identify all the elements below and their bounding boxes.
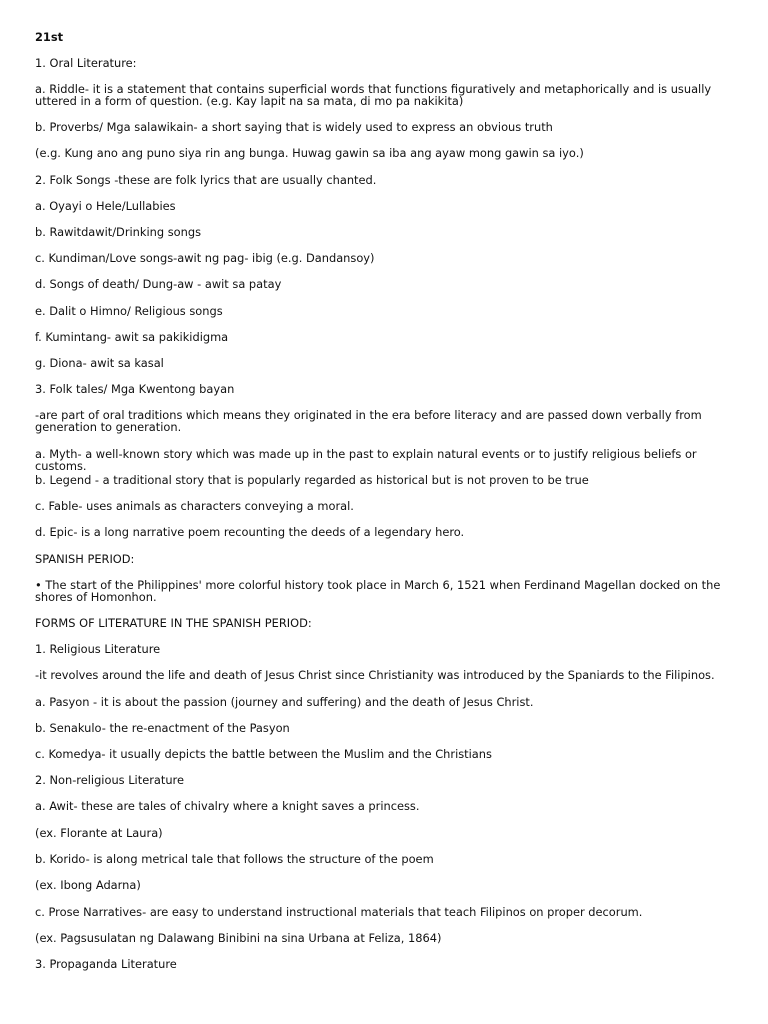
paragraph-non-religious: 2. Non-religious Literature <box>35 773 184 787</box>
paragraph-christianity: -it revolves around the life and death of Jesus Christ since Christianity was introduced by the Spaniards to the Filipinos. <box>35 668 715 682</box>
paragraph-proverbs: b. Proverbs/ Mga salawikain- a short saying that is widely used to express an obvious truth <box>35 120 553 134</box>
paragraph-oyayi: a. Oyayi o Hele/Lullabies <box>35 199 176 213</box>
paragraph-legend: b. Legend - a traditional story that is popularly regarded as historical but is not proven to be true <box>35 473 589 487</box>
paragraph-riddle: a. Riddle- it is a statement that contains superficial words that functions figuratively and metaphorically and is usually uttered in a form of question. (e.g. Kay lapit na sa mata, di mo pa nakikita) <box>35 82 712 108</box>
document-heading: 21st <box>35 30 64 44</box>
paragraph-religious-literature: 1. Religious Literature <box>35 642 161 656</box>
paragraph-fable: c. Fable- uses animals as characters conveying a moral. <box>35 499 354 513</box>
paragraph-folk-songs: 2. Folk Songs -these are folk lyrics that are usually chanted. <box>35 173 377 187</box>
paragraph-prose-narratives: c. Prose Narratives- are easy to understand instructional materials that teach Filipinos on proper decorum. <box>35 905 643 919</box>
paragraph-senakulo: b. Senakulo- the re-enactment of the Pasyon <box>35 721 290 735</box>
paragraph-korido-example: (ex. Ibong Adarna) <box>35 878 141 892</box>
paragraph-dung-aw: d. Songs of death/ Dung-aw - awit sa patay <box>35 277 282 291</box>
paragraph-prose-example: (ex. Pagsusulatan ng Dalawang Binibini na sina Urbana at Feliza, 1864) <box>35 931 442 945</box>
paragraph-kumintang: f. Kumintang- awit sa pakikidigma <box>35 330 229 344</box>
paragraph-komedya: c. Komedya- it usually depicts the battle between the Muslim and the Christians <box>35 747 492 761</box>
paragraph-dalit: e. Dalit o Himno/ Religious songs <box>35 304 223 318</box>
paragraph-propaganda-literature: 3. Propaganda Literature <box>35 957 177 971</box>
paragraph-kundiman: c. Kundiman/Love songs-awit ng pag- ibig (e.g. Dandansoy) <box>35 251 375 265</box>
paragraph-myth: a. Myth- a well-known story which was made up in the past to explain natural events or to justify religious beliefs or customs. <box>35 447 697 473</box>
paragraph-epic: d. Epic- is a long narrative poem recounting the deeds of a legendary hero. <box>35 525 465 539</box>
paragraph-diona: g. Diona- awit sa kasal <box>35 356 164 370</box>
paragraph-korido: b. Korido- is along metrical tale that follows the structure of the poem <box>35 852 434 866</box>
paragraph-folk-tales: 3. Folk tales/ Mga Kwentong bayan <box>35 382 235 396</box>
paragraph-awit-example: (ex. Florante at Laura) <box>35 826 163 840</box>
paragraph-oral-traditions: -are part of oral traditions which means they originated in the era before literacy and are passed down verbally from generation to generation. <box>35 408 702 434</box>
paragraph-spanish-period: SPANISH PERIOD: <box>35 552 135 566</box>
paragraph-forms-spanish-period: FORMS OF LITERATURE IN THE SPANISH PERIOD: <box>35 616 312 630</box>
paragraph-oral-literature: 1. Oral Literature: <box>35 56 137 70</box>
paragraph-rawitdawit: b. Rawitdawit/Drinking songs <box>35 225 202 239</box>
paragraph-pasyon: a. Pasyon - it is about the passion (journey and suffering) and the death of Jesus Christ. <box>35 695 534 709</box>
paragraph-awit: a. Awit- these are tales of chivalry where a knight saves a princess. <box>35 799 420 813</box>
paragraph-magellan: • The start of the Philippines' more colorful history took place in March 6, 1521 when Ferdinand Magellan docked on the shores of Homonhon. <box>35 578 721 604</box>
paragraph-proverbs-example: (e.g. Kung ano ang puno siya rin ang bunga. Huwag gawin sa iba ang ayaw mong gawin sa iyo.) <box>35 146 584 160</box>
